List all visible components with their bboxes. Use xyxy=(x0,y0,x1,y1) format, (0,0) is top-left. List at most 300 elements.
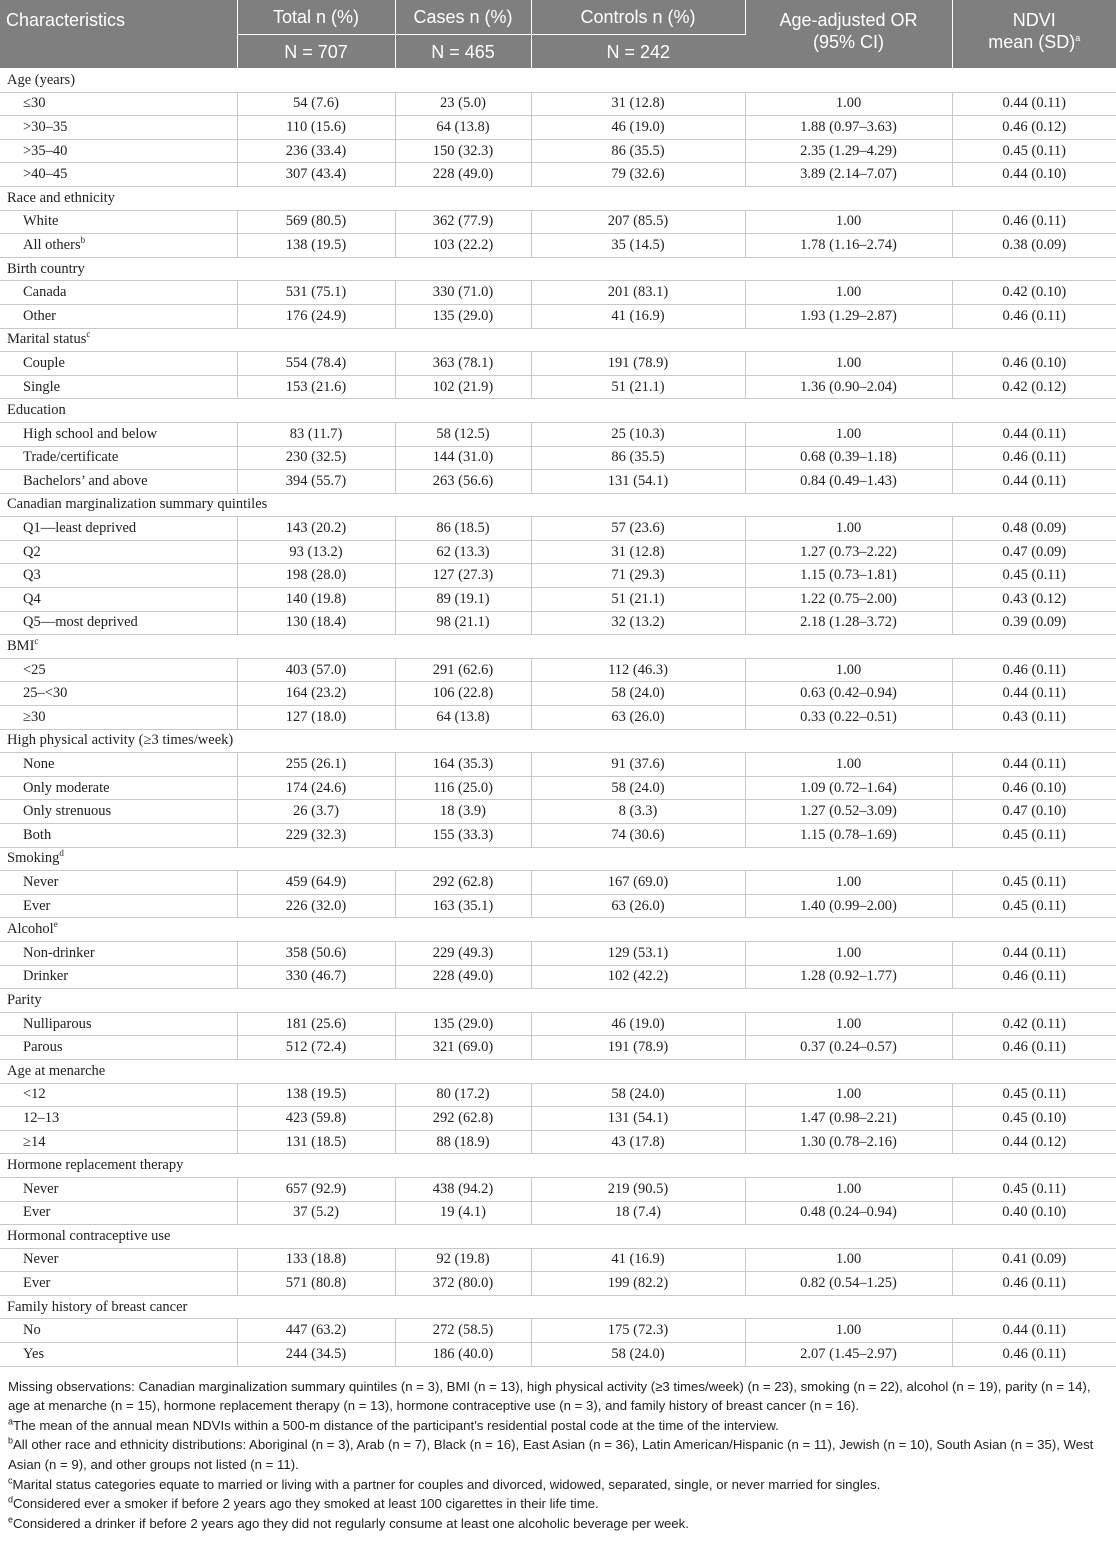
controls-cell: 58 (24.0) xyxy=(531,682,745,706)
row-label: <12 xyxy=(0,1083,237,1107)
or-cell: 0.84 (0.49–1.43) xyxy=(745,470,952,494)
controls-cell: 167 (69.0) xyxy=(531,871,745,895)
footnote-missing: Missing observations: Canadian marginalization summary quintiles (n = 3), BMI (n = 13), high physical activity (≥3 times/week) (n = 23), smoking (n = 22), alcohol (n = 19), parity (n = 14), age at menarche (n = 15), hormone replacement therapy (n = 13), hormone contraceptive use (n = 3), and family history of breast cancer (n = 16). xyxy=(8,1378,1091,1414)
ndvi-cell: 0.42 (0.10) xyxy=(952,281,1116,305)
controls-cell: 35 (14.5) xyxy=(531,234,745,258)
table-row xyxy=(0,1343,1116,1367)
total-cell: 83 (11.7) xyxy=(237,422,395,446)
row-label: >30–35 xyxy=(0,116,237,140)
controls-cell: 51 (21.1) xyxy=(531,375,745,399)
header-cases: Cases n (%) xyxy=(395,0,531,35)
group-label: Smoking$^d$ xyxy=(0,847,1116,871)
table-row xyxy=(0,1177,1116,1201)
controls-cell: 63 (26.0) xyxy=(531,894,745,918)
table-row xyxy=(0,116,1116,140)
group-label: BMI$^c$ xyxy=(0,635,1116,659)
total-cell: 244 (34.5) xyxy=(237,1343,395,1367)
total-cell: 174 (24.6) xyxy=(237,776,395,800)
ndvi-cell: 0.44 (0.12) xyxy=(952,1130,1116,1154)
table-header xyxy=(0,0,1116,69)
row-label: Q1—least deprived xyxy=(0,517,237,541)
cases-cell: 363 (78.1) xyxy=(395,352,531,376)
controls-cell: 131 (54.1) xyxy=(531,470,745,494)
or-cell: 1.27 (0.52–3.09) xyxy=(745,800,952,824)
row-label: Q5—most deprived xyxy=(0,611,237,635)
group-label: High physical activity (≥3 times/week) xyxy=(0,729,1116,753)
table-row xyxy=(0,163,1116,187)
row-label: >40–45 xyxy=(0,163,237,187)
controls-cell: 8 (3.3) xyxy=(531,800,745,824)
controls-cell: 46 (19.0) xyxy=(531,116,745,140)
ndvi-cell: 0.46 (0.11) xyxy=(952,210,1116,234)
row-label: Couple xyxy=(0,352,237,376)
total-cell: 459 (64.9) xyxy=(237,871,395,895)
table-row xyxy=(0,422,1116,446)
group-row xyxy=(0,399,1116,423)
table-row xyxy=(0,1012,1116,1036)
group-row xyxy=(0,847,1116,871)
or-cell: 1.93 (1.29–2.87) xyxy=(745,304,952,328)
table-row xyxy=(0,234,1116,258)
cases-cell: 80 (17.2) xyxy=(395,1083,531,1107)
row-label: Trade/certificate xyxy=(0,446,237,470)
total-cell: 423 (59.8) xyxy=(237,1107,395,1131)
ndvi-cell: 0.44 (0.11) xyxy=(952,92,1116,116)
ndvi-cell: 0.46 (0.11) xyxy=(952,304,1116,328)
table-row xyxy=(0,776,1116,800)
cases-cell: 163 (35.1) xyxy=(395,894,531,918)
row-label: Drinker xyxy=(0,965,237,989)
or-cell: 3.89 (2.14–7.07) xyxy=(745,163,952,187)
cases-cell: 86 (18.5) xyxy=(395,517,531,541)
header-ndvi-sup: a xyxy=(1075,33,1081,43)
or-cell: 1.00 xyxy=(745,92,952,116)
group-row xyxy=(0,1225,1116,1249)
ndvi-cell: 0.44 (0.10) xyxy=(952,163,1116,187)
row-label: Only moderate xyxy=(0,776,237,800)
cases-cell: 64 (13.8) xyxy=(395,706,531,730)
or-cell: 0.63 (0.42–0.94) xyxy=(745,682,952,706)
ndvi-cell: 0.47 (0.09) xyxy=(952,540,1116,564)
total-cell: 37 (5.2) xyxy=(237,1201,395,1225)
header-ndvi-line2: mean (SD) xyxy=(988,32,1076,52)
total-cell: 554 (78.4) xyxy=(237,352,395,376)
ndvi-cell: 0.46 (0.10) xyxy=(952,352,1116,376)
table-row xyxy=(0,1272,1116,1296)
table-row xyxy=(0,1248,1116,1272)
or-cell: 1.36 (0.90–2.04) xyxy=(745,375,952,399)
footnote-b: $^b$All other race and ethnicity distributions: Aboriginal (n = 3), Arab (n = 7), Black (n = 16), East Asian (n = 36), Latin American/Hispanic (n = 11), Jewish (n = 10), South Asian (n = 35), West Asian (n = 9), and other groups not listed (n = 11). xyxy=(8,1436,1094,1473)
table-row xyxy=(0,682,1116,706)
or-cell: 1.00 xyxy=(745,210,952,234)
row-label: Both xyxy=(0,824,237,848)
group-label: Race and ethnicity xyxy=(0,186,1116,210)
total-cell: 236 (33.4) xyxy=(237,139,395,163)
or-cell: 1.28 (0.92–1.77) xyxy=(745,965,952,989)
or-cell: 1.00 xyxy=(745,352,952,376)
row-label: Nulliparous xyxy=(0,1012,237,1036)
or-cell: 0.37 (0.24–0.57) xyxy=(745,1036,952,1060)
or-cell: 0.48 (0.24–0.94) xyxy=(745,1201,952,1225)
row-label: >35–40 xyxy=(0,139,237,163)
or-cell: 1.00 xyxy=(745,941,952,965)
cases-cell: 263 (56.6) xyxy=(395,470,531,494)
total-cell: 164 (23.2) xyxy=(237,682,395,706)
row-label: 25–<30 xyxy=(0,682,237,706)
table-row xyxy=(0,1130,1116,1154)
header-or-line1: Age-adjusted OR xyxy=(779,10,918,30)
table-row xyxy=(0,753,1116,777)
header-or-line2: (95% CI) xyxy=(812,32,884,52)
table-row xyxy=(0,517,1116,541)
or-cell: 1.00 xyxy=(745,1177,952,1201)
total-cell: 143 (20.2) xyxy=(237,517,395,541)
cases-cell: 228 (49.0) xyxy=(395,163,531,187)
ndvi-cell: 0.44 (0.11) xyxy=(952,682,1116,706)
cases-cell: 23 (5.0) xyxy=(395,92,531,116)
cases-cell: 292 (62.8) xyxy=(395,871,531,895)
table-row xyxy=(0,894,1116,918)
controls-cell: 191 (78.9) xyxy=(531,1036,745,1060)
ndvi-cell: 0.46 (0.11) xyxy=(952,446,1116,470)
ndvi-cell: 0.46 (0.10) xyxy=(952,776,1116,800)
header-ndvi-line1: NDVI xyxy=(1012,10,1056,30)
total-cell: 358 (50.6) xyxy=(237,941,395,965)
total-cell: 394 (55.7) xyxy=(237,470,395,494)
controls-cell: 129 (53.1) xyxy=(531,941,745,965)
or-cell: 2.18 (1.28–3.72) xyxy=(745,611,952,635)
group-row xyxy=(0,493,1116,517)
group-row xyxy=(0,328,1116,352)
or-cell: 1.88 (0.97–3.63) xyxy=(745,116,952,140)
controls-cell: 112 (46.3) xyxy=(531,658,745,682)
table-body xyxy=(0,69,1116,1367)
controls-cell: 25 (10.3) xyxy=(531,422,745,446)
group-label: Education xyxy=(0,399,1116,423)
table-row xyxy=(0,1083,1116,1107)
table-row xyxy=(0,871,1116,895)
controls-cell: 86 (35.5) xyxy=(531,446,745,470)
total-cell: 657 (92.9) xyxy=(237,1177,395,1201)
controls-cell: 31 (12.8) xyxy=(531,540,745,564)
cases-cell: 144 (31.0) xyxy=(395,446,531,470)
header-ndvi xyxy=(952,0,1116,69)
ndvi-cell: 0.45 (0.11) xyxy=(952,139,1116,163)
row-label: High school and below xyxy=(0,422,237,446)
total-cell: 153 (21.6) xyxy=(237,375,395,399)
table-row xyxy=(0,965,1116,989)
controls-cell: 41 (16.9) xyxy=(531,304,745,328)
controls-cell: 31 (12.8) xyxy=(531,92,745,116)
ndvi-cell: 0.45 (0.11) xyxy=(952,871,1116,895)
or-cell: 1.00 xyxy=(745,1083,952,1107)
total-cell: 198 (28.0) xyxy=(237,564,395,588)
cases-cell: 291 (62.6) xyxy=(395,658,531,682)
group-label: Hormone replacement therapy xyxy=(0,1154,1116,1178)
ndvi-cell: 0.44 (0.11) xyxy=(952,422,1116,446)
row-label: ≤30 xyxy=(0,92,237,116)
cases-cell: 127 (27.3) xyxy=(395,564,531,588)
total-cell: 138 (19.5) xyxy=(237,1083,395,1107)
cases-cell: 106 (22.8) xyxy=(395,682,531,706)
group-label: Age at menarche xyxy=(0,1059,1116,1083)
controls-cell: 46 (19.0) xyxy=(531,1012,745,1036)
ndvi-cell: 0.43 (0.11) xyxy=(952,706,1116,730)
group-row xyxy=(0,186,1116,210)
cases-cell: 88 (18.9) xyxy=(395,1130,531,1154)
table-row xyxy=(0,1036,1116,1060)
table-row xyxy=(0,352,1116,376)
table-row xyxy=(0,1107,1116,1131)
row-label: Bachelors’ and above xyxy=(0,470,237,494)
group-row xyxy=(0,1059,1116,1083)
total-cell: 447 (63.2) xyxy=(237,1319,395,1343)
total-cell: 131 (18.5) xyxy=(237,1130,395,1154)
table-row xyxy=(0,611,1116,635)
row-label: Yes xyxy=(0,1343,237,1367)
or-cell: 2.35 (1.29–4.29) xyxy=(745,139,952,163)
footnote-a: $^a$The mean of the annual mean NDVIs within a 500-m distance of the participant’s residential postal code at the time of the interview. xyxy=(8,1416,779,1433)
header-total: Total n (%) xyxy=(237,0,395,35)
header-n-controls: N = 242 xyxy=(531,35,745,69)
controls-cell: 57 (23.6) xyxy=(531,517,745,541)
row-label: ≥30 xyxy=(0,706,237,730)
or-cell: 1.40 (0.99–2.00) xyxy=(745,894,952,918)
cases-cell: 103 (22.2) xyxy=(395,234,531,258)
total-cell: 230 (32.5) xyxy=(237,446,395,470)
row-label: 12–13 xyxy=(0,1107,237,1131)
controls-cell: 175 (72.3) xyxy=(531,1319,745,1343)
row-label: Ever xyxy=(0,1201,237,1225)
controls-cell: 51 (21.1) xyxy=(531,588,745,612)
cases-cell: 321 (69.0) xyxy=(395,1036,531,1060)
row-label: Never xyxy=(0,871,237,895)
table-row xyxy=(0,139,1116,163)
controls-cell: 18 (7.4) xyxy=(531,1201,745,1225)
cases-cell: 58 (12.5) xyxy=(395,422,531,446)
total-cell: 26 (3.7) xyxy=(237,800,395,824)
controls-cell: 41 (16.9) xyxy=(531,1248,745,1272)
cases-cell: 18 (3.9) xyxy=(395,800,531,824)
group-row xyxy=(0,635,1116,659)
or-cell: 1.00 xyxy=(745,658,952,682)
ndvi-cell: 0.42 (0.12) xyxy=(952,375,1116,399)
ndvi-cell: 0.46 (0.11) xyxy=(952,1272,1116,1296)
ndvi-cell: 0.44 (0.11) xyxy=(952,941,1116,965)
total-cell: 569 (80.5) xyxy=(237,210,395,234)
group-label: Parity xyxy=(0,989,1116,1013)
ndvi-cell: 0.38 (0.09) xyxy=(952,234,1116,258)
cases-cell: 229 (49.3) xyxy=(395,941,531,965)
total-cell: 229 (32.3) xyxy=(237,824,395,848)
group-label: Hormonal contraceptive use xyxy=(0,1225,1116,1249)
controls-cell: 63 (26.0) xyxy=(531,706,745,730)
group-row xyxy=(0,257,1116,281)
table-row xyxy=(0,658,1116,682)
row-label: Non-drinker xyxy=(0,941,237,965)
cases-cell: 330 (71.0) xyxy=(395,281,531,305)
cases-cell: 102 (21.9) xyxy=(395,375,531,399)
controls-cell: 199 (82.2) xyxy=(531,1272,745,1296)
controls-cell: 58 (24.0) xyxy=(531,776,745,800)
controls-cell: 71 (29.3) xyxy=(531,564,745,588)
row-label: Q2 xyxy=(0,540,237,564)
table-row xyxy=(0,1319,1116,1343)
table-row xyxy=(0,564,1116,588)
or-cell: 1.00 xyxy=(745,517,952,541)
cases-cell: 362 (77.9) xyxy=(395,210,531,234)
table-row xyxy=(0,304,1116,328)
controls-cell: 79 (32.6) xyxy=(531,163,745,187)
controls-cell: 131 (54.1) xyxy=(531,1107,745,1131)
row-label: ≥14 xyxy=(0,1130,237,1154)
group-label: Family history of breast cancer xyxy=(0,1295,1116,1319)
ndvi-cell: 0.45 (0.11) xyxy=(952,1177,1116,1201)
table-row xyxy=(0,824,1116,848)
header-characteristics: Characteristics xyxy=(0,0,237,69)
cases-cell: 150 (32.3) xyxy=(395,139,531,163)
row-label: Never xyxy=(0,1248,237,1272)
cases-cell: 64 (13.8) xyxy=(395,116,531,140)
or-cell: 1.27 (0.73–2.22) xyxy=(745,540,952,564)
controls-cell: 58 (24.0) xyxy=(531,1083,745,1107)
total-cell: 255 (26.1) xyxy=(237,753,395,777)
row-label: Ever xyxy=(0,894,237,918)
ndvi-cell: 0.47 (0.10) xyxy=(952,800,1116,824)
ndvi-cell: 0.46 (0.11) xyxy=(952,1036,1116,1060)
header-n-total: N = 707 xyxy=(237,35,395,69)
cases-cell: 186 (40.0) xyxy=(395,1343,531,1367)
total-cell: 531 (75.1) xyxy=(237,281,395,305)
controls-cell: 91 (37.6) xyxy=(531,753,745,777)
table-row xyxy=(0,540,1116,564)
table-row xyxy=(0,800,1116,824)
ndvi-cell: 0.45 (0.11) xyxy=(952,894,1116,918)
row-label: Q3 xyxy=(0,564,237,588)
footnote-c: $^c$Marital status categories equate to married or living with a partner for couples and divorced, widowed, separated, single, or never married for singles. xyxy=(8,1475,881,1492)
or-cell: 1.09 (0.72–1.64) xyxy=(745,776,952,800)
row-label: None xyxy=(0,753,237,777)
table-row xyxy=(0,706,1116,730)
table-row xyxy=(0,210,1116,234)
ndvi-cell: 0.45 (0.10) xyxy=(952,1107,1116,1131)
table-row xyxy=(0,941,1116,965)
total-cell: 330 (46.7) xyxy=(237,965,395,989)
table-row xyxy=(0,375,1116,399)
or-cell: 1.30 (0.78–2.16) xyxy=(745,1130,952,1154)
ndvi-cell: 0.39 (0.09) xyxy=(952,611,1116,635)
ndvi-cell: 0.45 (0.11) xyxy=(952,564,1116,588)
row-label: Ever xyxy=(0,1272,237,1296)
cases-cell: 89 (19.1) xyxy=(395,588,531,612)
controls-cell: 58 (24.0) xyxy=(531,1343,745,1367)
row-label: White xyxy=(0,210,237,234)
cases-cell: 116 (25.0) xyxy=(395,776,531,800)
group-label: Canadian marginalization summary quintiles xyxy=(0,493,1116,517)
or-cell: 1.00 xyxy=(745,871,952,895)
header-or xyxy=(745,0,952,69)
cases-cell: 164 (35.3) xyxy=(395,753,531,777)
table-row xyxy=(0,1201,1116,1225)
total-cell: 226 (32.0) xyxy=(237,894,395,918)
total-cell: 54 (7.6) xyxy=(237,92,395,116)
group-label: Age (years) xyxy=(0,69,1116,93)
footnotes xyxy=(0,1367,1116,1534)
ndvi-cell: 0.44 (0.11) xyxy=(952,470,1116,494)
row-label: Parous xyxy=(0,1036,237,1060)
row-label: Canada xyxy=(0,281,237,305)
row-label: Never xyxy=(0,1177,237,1201)
cases-cell: 372 (80.0) xyxy=(395,1272,531,1296)
cases-cell: 228 (49.0) xyxy=(395,965,531,989)
group-row xyxy=(0,1154,1116,1178)
total-cell: 93 (13.2) xyxy=(237,540,395,564)
cases-cell: 19 (4.1) xyxy=(395,1201,531,1225)
controls-cell: 201 (83.1) xyxy=(531,281,745,305)
total-cell: 403 (57.0) xyxy=(237,658,395,682)
total-cell: 181 (25.6) xyxy=(237,1012,395,1036)
or-cell: 1.15 (0.78–1.69) xyxy=(745,824,952,848)
ndvi-cell: 0.45 (0.11) xyxy=(952,1083,1116,1107)
row-label: No xyxy=(0,1319,237,1343)
total-cell: 571 (80.8) xyxy=(237,1272,395,1296)
total-cell: 133 (18.8) xyxy=(237,1248,395,1272)
or-cell: 1.22 (0.75–2.00) xyxy=(745,588,952,612)
row-label: Q4 xyxy=(0,588,237,612)
ndvi-cell: 0.44 (0.11) xyxy=(952,1319,1116,1343)
total-cell: 307 (43.4) xyxy=(237,163,395,187)
ndvi-cell: 0.41 (0.09) xyxy=(952,1248,1116,1272)
ndvi-cell: 0.45 (0.11) xyxy=(952,824,1116,848)
controls-cell: 32 (13.2) xyxy=(531,611,745,635)
or-cell: 1.00 xyxy=(745,422,952,446)
or-cell: 1.00 xyxy=(745,1319,952,1343)
header-n-cases: N = 465 xyxy=(395,35,531,69)
group-label: Marital status$^c$ xyxy=(0,328,1116,352)
controls-cell: 74 (30.6) xyxy=(531,824,745,848)
group-row xyxy=(0,69,1116,93)
group-row xyxy=(0,989,1116,1013)
table-row xyxy=(0,446,1116,470)
or-cell: 1.00 xyxy=(745,1012,952,1036)
row-label: Only strenuous xyxy=(0,800,237,824)
total-cell: 176 (24.9) xyxy=(237,304,395,328)
group-row xyxy=(0,729,1116,753)
total-cell: 127 (18.0) xyxy=(237,706,395,730)
or-cell: 1.47 (0.98–2.21) xyxy=(745,1107,952,1131)
or-cell: 1.15 (0.73–1.81) xyxy=(745,564,952,588)
cases-cell: 438 (94.2) xyxy=(395,1177,531,1201)
footnote-d: $^d$Considered ever a smoker if before 2 years ago they smoked at least 100 cigarettes in their life time. xyxy=(8,1494,599,1512)
table-row xyxy=(0,470,1116,494)
ndvi-cell: 0.46 (0.11) xyxy=(952,965,1116,989)
group-label: Alcohol$^e$ xyxy=(0,918,1116,942)
header-controls: Controls n (%) xyxy=(531,0,745,35)
group-row xyxy=(0,1295,1116,1319)
controls-cell: 86 (35.5) xyxy=(531,139,745,163)
cases-cell: 98 (21.1) xyxy=(395,611,531,635)
table-row xyxy=(0,92,1116,116)
row-label: Other xyxy=(0,304,237,328)
group-label: Birth country xyxy=(0,257,1116,281)
controls-cell: 102 (42.2) xyxy=(531,965,745,989)
total-cell: 138 (19.5) xyxy=(237,234,395,258)
total-cell: 110 (15.6) xyxy=(237,116,395,140)
or-cell: 0.82 (0.54–1.25) xyxy=(745,1272,952,1296)
or-cell: 1.00 xyxy=(745,281,952,305)
total-cell: 140 (19.8) xyxy=(237,588,395,612)
cases-cell: 92 (19.8) xyxy=(395,1248,531,1272)
